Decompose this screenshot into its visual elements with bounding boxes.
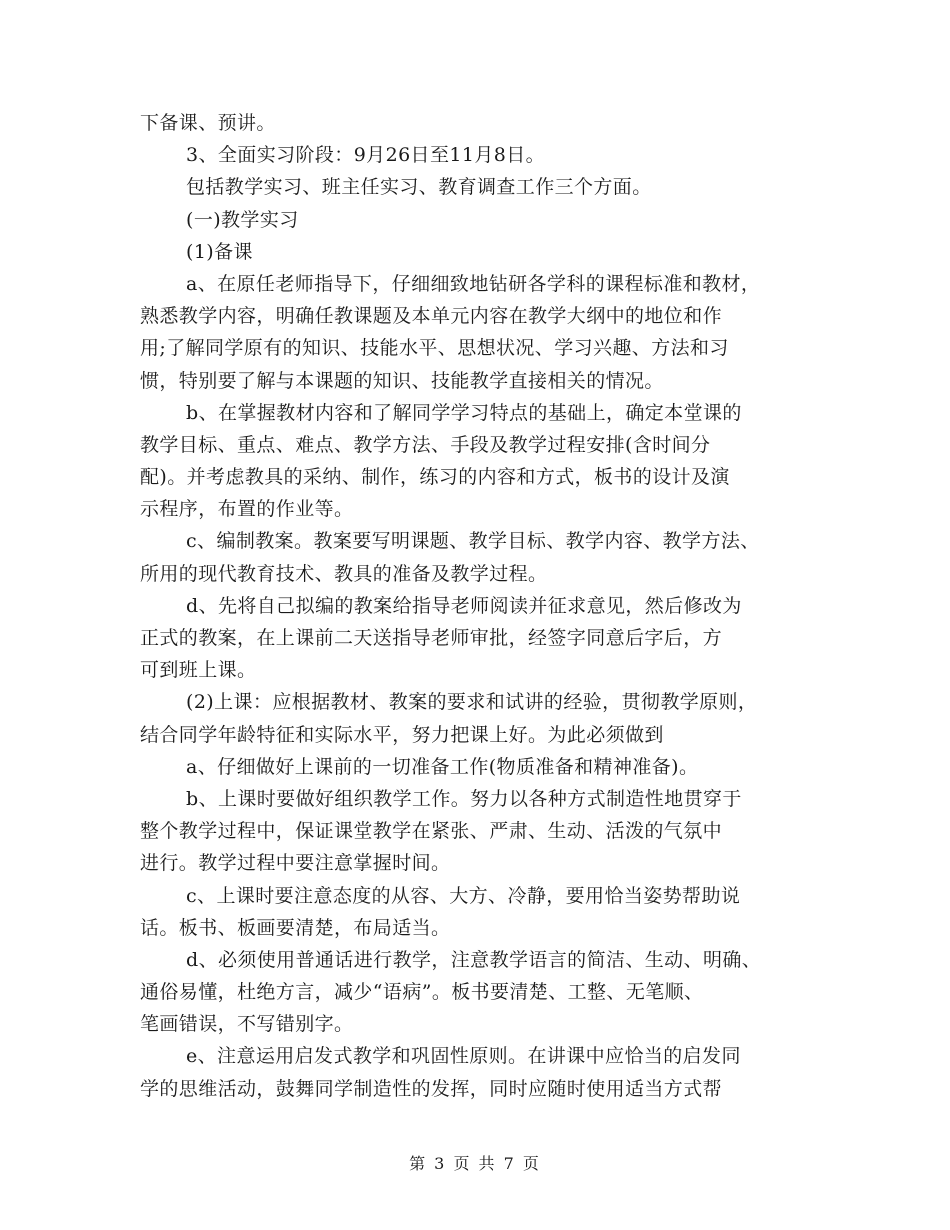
- text-line: 3、全面实习阶段：9月26日至11月8日。: [186, 144, 546, 167]
- text-line: 可到班上课。: [140, 659, 257, 682]
- text-line: 用;了解同学原有的知识、技能水平、思想状况、学习兴趣、方法和习: [140, 337, 729, 360]
- text-line: 教学目标、重点、难点、教学方法、手段及教学过程安排(含时间分: [140, 433, 711, 456]
- document-body: [140, 107, 820, 1105]
- text-line: 话。板书、板画要清楚，布局适当。: [140, 916, 451, 939]
- text-line: 熟悉教学内容，明确任教课题及本单元内容在教学大纲中的地位和作: [140, 305, 723, 328]
- text-line: b、上课时要做好组织教学工作。努力以各种方式制造性地贯穿于: [186, 787, 742, 810]
- text-line: a、在原任老师指导下，仔细细致地钻研各学科的课程标准和教材，: [186, 272, 761, 295]
- text-line: 正式的教案，在上课前二天送指导老师审批，经签字同意后字后，方: [140, 627, 723, 649]
- text-line: 结合同学年龄特征和实际水平，努力把课上好。为此必须做到: [140, 723, 664, 746]
- text-line: 包括教学实习、班主任实习、教育调查工作三个方面。: [186, 176, 652, 199]
- text-line: 学的思维活动，鼓舞同学制造性的发挥，同时应随时使用适当方式帮: [140, 1077, 723, 1100]
- text-line: (一)教学实习: [186, 208, 299, 231]
- text-line: 所用的现代教育技术、教具的准备及教学过程。: [140, 562, 548, 585]
- text-line: 笔画错误，不写错别字。: [140, 1013, 354, 1036]
- text-line: 通俗易懂，杜绝方言，减少“语病”。板书要清楚、工整、无笔顺、: [140, 981, 704, 1004]
- text-line: 示程序，布置的作业等。: [140, 498, 354, 521]
- text-line: (2)上课：应根据教材、教案的要求和试讲的经验，贯彻教学原则，: [186, 691, 758, 714]
- text-line: c、上课时要注意态度的从容、大方、冷静，要用恰当姿势帮助说: [186, 884, 741, 907]
- text-line: c、编制教案。教案要写明课题、教学目标、教学内容、教学方法、: [186, 530, 760, 553]
- text-line: 惯，特别要了解与本课题的知识、技能教学直接相关的情况。: [140, 369, 664, 392]
- text-line: 进行。教学过程中要注意掌握时间。: [140, 852, 451, 875]
- text-line: a、仔细做好上课前的一切准备工作(物质准备和精神准备)。: [186, 755, 699, 778]
- page-footer: 第 3 页 共 7 页: [409, 1154, 541, 1173]
- text-line: 配)。并考虑教具的采纳、制作，练习的内容和方式，板书的设计及演: [140, 466, 730, 489]
- text-line: (1)备课: [186, 240, 253, 263]
- text-line: b、在掌握教材内容和了解同学学习特点的基础上，确定本堂课的: [186, 401, 742, 424]
- text-line: e、注意运用启发式教学和巩固性原则。在讲课中应恰当的启发同: [186, 1045, 741, 1068]
- text-line: 整个教学过程中，保证课堂教学在紧张、严肃、生动、活泼的气氛中: [140, 820, 723, 843]
- text-line: 下备课、预讲。: [140, 112, 276, 134]
- text-line: d、先将自己拟编的教案给指导老师阅读并征求意见，然后修改为: [186, 594, 742, 617]
- text-line: d、必须使用普通话进行教学，注意教学语言的简洁、生动、明确、: [186, 948, 762, 971]
